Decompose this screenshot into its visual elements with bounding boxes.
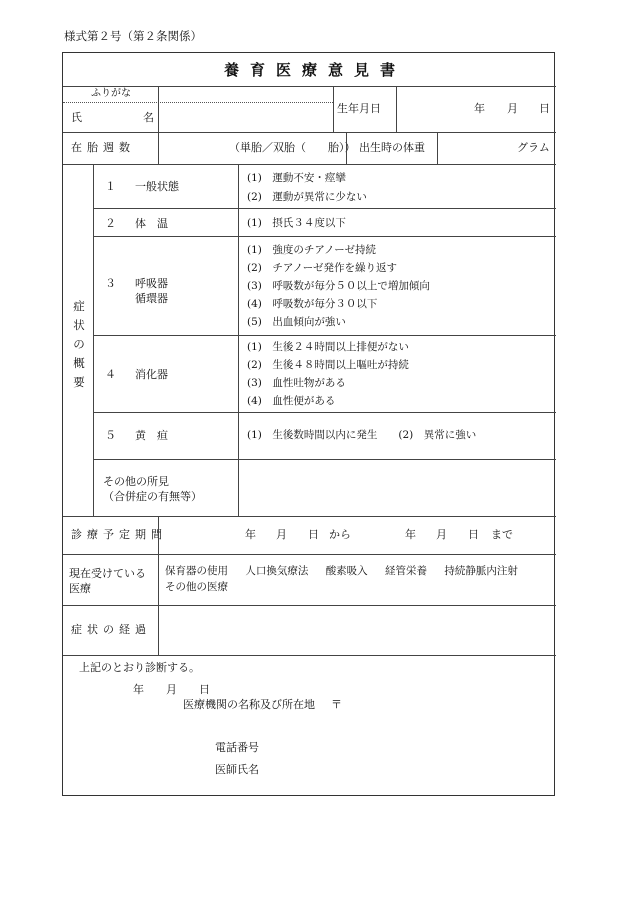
name-value-divider bbox=[333, 86, 334, 132]
birth-day-unit: 日 bbox=[539, 102, 550, 115]
period-to-day: 日 bbox=[468, 528, 479, 541]
period-to-month: 月 bbox=[436, 528, 447, 541]
symptom-divider-1 bbox=[93, 208, 556, 209]
symptom-group-4-label: ４ 消化器 bbox=[105, 368, 168, 381]
symptom-group-2-label: ２ 体 温 bbox=[105, 217, 168, 230]
period-to-text: まで bbox=[491, 528, 513, 541]
symptom-divider-3 bbox=[93, 335, 556, 336]
period-to-year: 年 bbox=[405, 528, 416, 541]
row-divider-period bbox=[63, 554, 556, 555]
period-from-text: から bbox=[329, 528, 351, 541]
birthdate-divider bbox=[396, 86, 397, 132]
progress-label: 症状の経過 bbox=[71, 623, 151, 636]
form-title: 養育医療意見書 bbox=[223, 61, 406, 79]
period-from-year: 年 bbox=[245, 528, 256, 541]
birth-year-unit: 年 bbox=[474, 102, 485, 115]
symptom-divider-2 bbox=[93, 236, 556, 237]
sign-year-unit: 年 bbox=[133, 683, 144, 696]
weight-label-right-divider bbox=[437, 132, 438, 164]
symptoms-options-divider bbox=[238, 164, 239, 516]
phone-label: 電話番号 bbox=[215, 741, 259, 754]
row-divider-treatment bbox=[63, 605, 556, 606]
treatment-label: 現在受けている 医療 bbox=[69, 567, 146, 595]
birthdate-label: 生年月日 bbox=[337, 102, 381, 115]
symptom-group-2-options: (1) 摂氏３４度以下 bbox=[247, 217, 346, 229]
title-divider bbox=[63, 86, 556, 87]
period-from-month: 月 bbox=[276, 528, 287, 541]
symptom-divider-5 bbox=[93, 459, 556, 460]
symptom-group-5-options: (1) 生後数時間以内に発生 (2) 異常に強い bbox=[247, 429, 477, 441]
sign-day-unit: 日 bbox=[199, 683, 210, 696]
name-label-second: 名 bbox=[143, 111, 154, 124]
furigana-divider bbox=[63, 102, 333, 103]
period-from-day: 日 bbox=[308, 528, 319, 541]
lower-label-divider bbox=[158, 516, 159, 655]
weight-label-left-divider bbox=[346, 132, 347, 164]
diagnosis-statement: 上記のとおり診断する。 bbox=[79, 661, 200, 674]
symptom-group-1-label: １ 一般状態 bbox=[105, 180, 179, 193]
row-divider-gestation bbox=[63, 164, 556, 165]
birth-month-unit: 月 bbox=[507, 102, 518, 115]
gestation-label: 在胎週数 bbox=[71, 141, 135, 154]
facility-label: 医療機関の名称及び所在地 bbox=[183, 698, 315, 711]
name-label-divider bbox=[158, 86, 159, 132]
row-divider-progress bbox=[63, 655, 556, 656]
birth-type: （単胎／双胎（ 胎）） bbox=[229, 141, 356, 154]
row-divider-name bbox=[63, 132, 556, 133]
symptom-divider-4 bbox=[93, 412, 556, 413]
symptom-group-5-label: ５ 黄 疸 bbox=[105, 429, 168, 442]
medical-opinion-form bbox=[62, 52, 555, 796]
symptom-group-3-options: (1) 強度のチアノーゼ持続 (2) チアノーゼ発作を繰り返す (3) 呼吸数が毎分５０以上で増加傾向 (4) 呼吸数が毎分３０以下 (5) 出血傾向が強い bbox=[247, 244, 430, 328]
postal-mark: 〒 bbox=[331, 698, 342, 711]
symptom-group-1-options: (1) 運動不安・痙攣 (2) 運動が異常に少ない bbox=[247, 172, 367, 203]
form-id: 様式第２号（第２条関係） bbox=[64, 29, 202, 43]
birth-weight-label: 出生時の体重 bbox=[359, 141, 425, 154]
treatment-options: 保育器の使用 人口換気療法 酸素吸入 経管栄養 持続静脈内注射 その他の医療 bbox=[165, 565, 518, 593]
furigana-label: ふりがな bbox=[91, 88, 131, 99]
period-label: 診療予定期間 bbox=[71, 528, 167, 541]
other-findings-label: その他の所見 （合併症の有無等） bbox=[103, 475, 202, 503]
symptoms-label-divider bbox=[93, 164, 94, 516]
symptoms-label: 症 状 の 概 要 bbox=[73, 299, 85, 389]
doctor-label: 医師氏名 bbox=[215, 763, 259, 776]
row-divider-symptoms bbox=[63, 516, 556, 517]
sign-month-unit: 月 bbox=[166, 683, 177, 696]
symptom-group-3-label: ３ 呼吸器 循環器 bbox=[105, 277, 168, 305]
weight-unit: グラム bbox=[517, 141, 550, 154]
symptom-group-4-options: (1) 生後２４時間以上排便がない (2) 生後４８時間以上嘔吐が持続 (3) 血性吐物がある (4) 血性便がある bbox=[247, 341, 409, 407]
name-label-first: 氏 bbox=[71, 111, 82, 124]
gestation-divider bbox=[158, 132, 159, 164]
